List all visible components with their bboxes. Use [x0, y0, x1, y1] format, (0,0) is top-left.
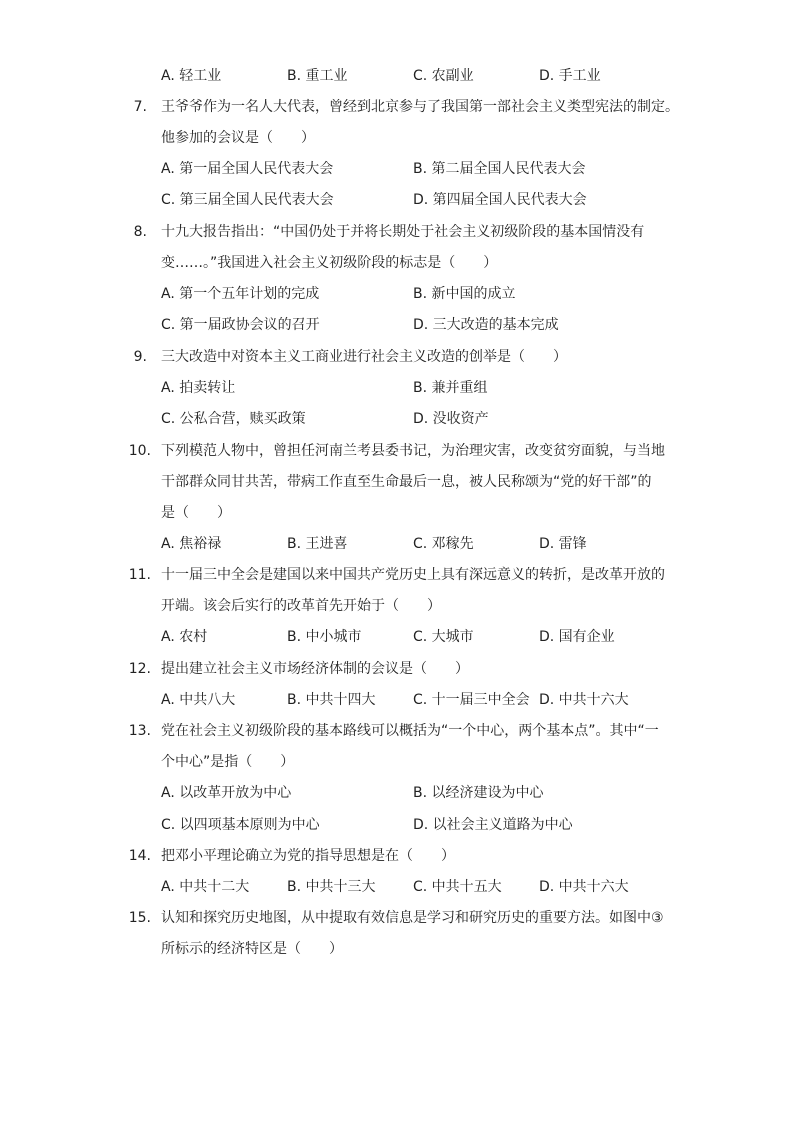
q14-option-a[interactable]: A. 中共十二大	[161, 879, 250, 895]
question-text: 十九大报告指出：“中国仍处于并将长期处于社会主义初级阶段的基本国情没有	[161, 224, 645, 240]
question-number: 10.	[128, 443, 151, 459]
q6-option-b[interactable]: B. 重工业	[287, 68, 348, 84]
q6-option-c[interactable]: C. 农副业	[413, 68, 474, 84]
q12-option-a[interactable]: A. 中共八大	[161, 692, 236, 708]
question-text: 王爷爷作为一名人大代表，曾经到北京参与了我国第一部社会主义类型宪法的制定。	[161, 99, 679, 115]
q8-option-c[interactable]: C. 第一届政协会议的召开	[161, 317, 320, 333]
q10-option-c[interactable]: C. 邓稼先	[413, 536, 474, 552]
q14-option-c[interactable]: C. 中共十五大	[413, 879, 502, 895]
question-text: 把邓小平理论确立为党的指导思想是在（ ）	[161, 848, 455, 864]
question-number: 7.	[133, 99, 147, 115]
question-text: 下列模范人物中，曾担任河南兰考县委书记，为治理灾害，改变贫穷面貌，与当地	[161, 443, 665, 459]
question-number: 15.	[128, 910, 151, 926]
q13-option-b[interactable]: B. 以经济建设为中心	[413, 785, 544, 801]
q11-option-a[interactable]: A. 农村	[161, 629, 208, 645]
q6-option-d[interactable]: D. 手工业	[539, 68, 601, 84]
q14-option-b[interactable]: B. 中共十三大	[287, 879, 376, 895]
q12-option-b[interactable]: B. 中共十四大	[287, 692, 376, 708]
q13-option-a[interactable]: A. 以改革开放为中心	[161, 785, 292, 801]
question-text: 他参加的会议是（ ）	[161, 130, 315, 146]
q12-option-c[interactable]: C. 十一届三中全会	[413, 692, 530, 708]
question-text: 党在社会主义初级阶段的基本路线可以概括为“一个中心，两个基本点”。其中“一	[161, 723, 659, 739]
q9-option-d[interactable]: D. 没收资产	[413, 411, 489, 427]
q9-option-a[interactable]: A. 拍卖转让	[161, 380, 236, 396]
question-text: 个中心”是指（ ）	[161, 754, 295, 770]
question-number: 14.	[128, 848, 151, 864]
q6-option-a[interactable]: A. 轻工业	[161, 68, 222, 84]
question-text: 三大改造中对资本主义工商业进行社会主义改造的创举是（ ）	[161, 349, 567, 365]
question-text: 开端。该会后实行的改革首先开始于（ ）	[161, 598, 441, 614]
q8-option-d[interactable]: D. 三大改造的基本完成	[413, 317, 559, 333]
question-number: 13.	[128, 723, 151, 739]
q8-option-a[interactable]: A. 第一个五年计划的完成	[161, 286, 320, 302]
question-number: 9.	[133, 349, 147, 365]
q7-option-b[interactable]: B. 第二届全国人民代表大会	[413, 161, 586, 177]
q11-option-b[interactable]: B. 中小城市	[287, 629, 362, 645]
q11-option-c[interactable]: C. 大城市	[413, 629, 474, 645]
question-number: 11.	[128, 567, 151, 583]
q7-option-d[interactable]: D. 第四届全国人民代表大会	[413, 192, 587, 208]
q14-option-d[interactable]: D. 中共十六大	[539, 879, 629, 895]
q8-option-b[interactable]: B. 新中国的成立	[413, 286, 516, 302]
question-text: 提出建立社会主义市场经济体制的会议是（ ）	[161, 661, 469, 677]
question-text: 干部群众同甘共苦，带病工作直至生命最后一息，被人民称颂为“党的好干部”的	[161, 474, 652, 490]
question-number: 8.	[133, 224, 147, 240]
question-number: 12.	[128, 661, 151, 677]
q13-option-d[interactable]: D. 以社会主义道路为中心	[413, 817, 573, 833]
q12-option-d[interactable]: D. 中共十六大	[539, 692, 629, 708]
q7-option-a[interactable]: A. 第一届全国人民代表大会	[161, 161, 334, 177]
q10-option-b[interactable]: B. 王进喜	[287, 536, 348, 552]
question-text: 十一届三中全会是建国以来中国共产党历史上具有深远意义的转折，是改革开放的	[161, 567, 665, 583]
q9-option-b[interactable]: B. 兼并重组	[413, 380, 488, 396]
question-text: 所标示的经济特区是（ ）	[161, 941, 343, 957]
q13-option-c[interactable]: C. 以四项基本原则为中心	[161, 817, 320, 833]
q9-option-c[interactable]: C. 公私合营，赎买政策	[161, 411, 306, 427]
q10-option-a[interactable]: A. 焦裕禄	[161, 536, 222, 552]
q10-option-d[interactable]: D. 雷锋	[539, 536, 587, 552]
question-text: 变……。”我国进入社会主义初级阶段的标志是（ ）	[161, 255, 498, 271]
q7-option-c[interactable]: C. 第三届全国人民代表大会	[161, 192, 334, 208]
q11-option-d[interactable]: D. 国有企业	[539, 629, 615, 645]
question-text: 认知和探究历史地图，从中提取有效信息是学习和研究历史的重要方法。如图中③	[161, 910, 664, 926]
question-text: 是（ ）	[161, 505, 231, 521]
